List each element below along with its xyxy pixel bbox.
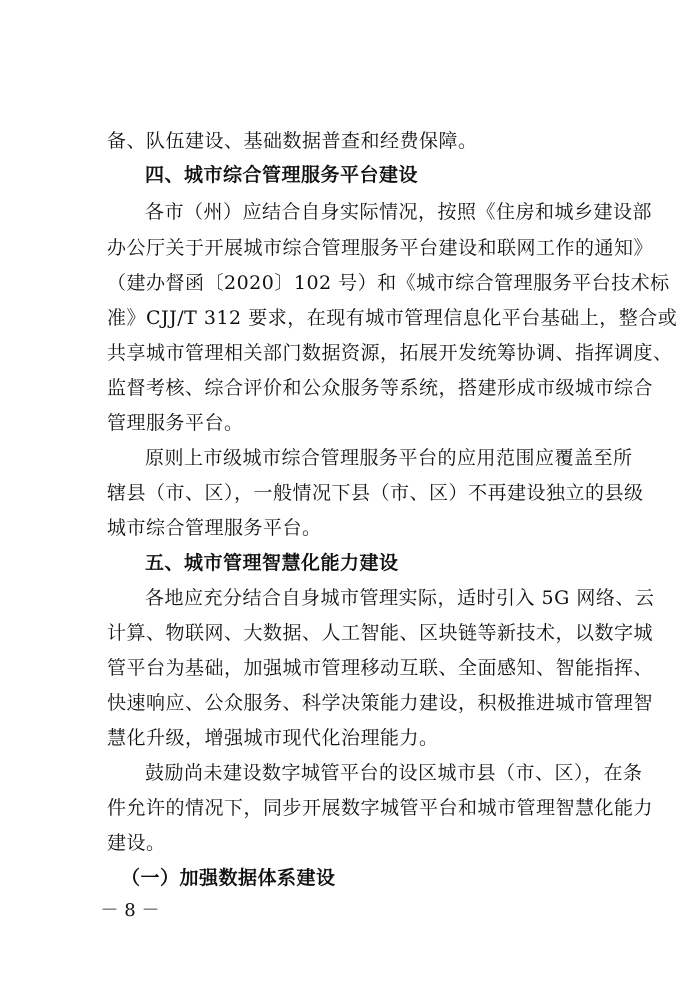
subsection-heading-1: （一）加强数据体系建设 bbox=[121, 867, 336, 889]
body-line-1: 备、队伍建设、基础数据普查和经费保障。 bbox=[107, 130, 478, 152]
body-line-5: （建办督函〔2020〕102 号）和《城市综合管理服务平台技术标 bbox=[107, 272, 670, 294]
body-line-20: 件允许的情况下，同步开展数字城管平台和城市管理智慧化能力 bbox=[107, 797, 654, 819]
body-line-21: 建设。 bbox=[107, 832, 166, 854]
section-heading-4: 四、城市综合管理服务平台建设 bbox=[145, 164, 419, 186]
body-line-3: 各市（州）应结合自身实际情况，按照《住房和城乡建设部 bbox=[145, 201, 653, 223]
section-heading-5: 五、城市管理智慧化能力建设 bbox=[145, 552, 399, 574]
body-line-7: 共享城市管理相关部门数据资源，拓展开发统筹协调、指挥调度、 bbox=[107, 342, 673, 364]
body-line-15: 计算、物联网、大数据、人工智能、区块链等新技术，以数字城 bbox=[107, 622, 654, 644]
body-line-6: 准》CJJ/T 312 要求，在现有城市管理信息化平台基础上，整合或 bbox=[107, 307, 678, 329]
body-line-19: 鼓励尚未建设数字城管平台的设区城市县（市、区），在条 bbox=[145, 762, 643, 784]
body-line-4: 办公厅关于开展城市综合管理服务平台建设和联网工作的通知》 bbox=[107, 237, 654, 259]
page-number: － 8 － bbox=[100, 900, 160, 921]
body-line-9: 管理服务平台。 bbox=[107, 412, 244, 434]
body-line-17: 快速响应、公众服务、科学决策能力建设，积极推进城市管理智 bbox=[107, 692, 654, 714]
body-line-12: 城市综合管理服务平台。 bbox=[107, 517, 322, 539]
body-line-16: 管平台为基础，加强城市管理移动互联、全面感知、智能指挥、 bbox=[107, 657, 654, 679]
body-line-10: 原则上市级城市综合管理服务平台的应用范围应覆盖至所 bbox=[145, 447, 633, 469]
body-line-18: 慧化升级，增强城市现代化治理能力。 bbox=[107, 727, 439, 749]
body-line-11: 辖县（市、区），一般情况下县（市、区）不再建设独立的县级 bbox=[107, 482, 644, 504]
body-line-8: 监督考核、综合评价和公众服务等系统，搭建形成市级城市综合 bbox=[107, 377, 654, 399]
body-line-14: 各地应充分结合自身城市管理实际，适时引入 5G 网络、云 bbox=[145, 587, 655, 609]
